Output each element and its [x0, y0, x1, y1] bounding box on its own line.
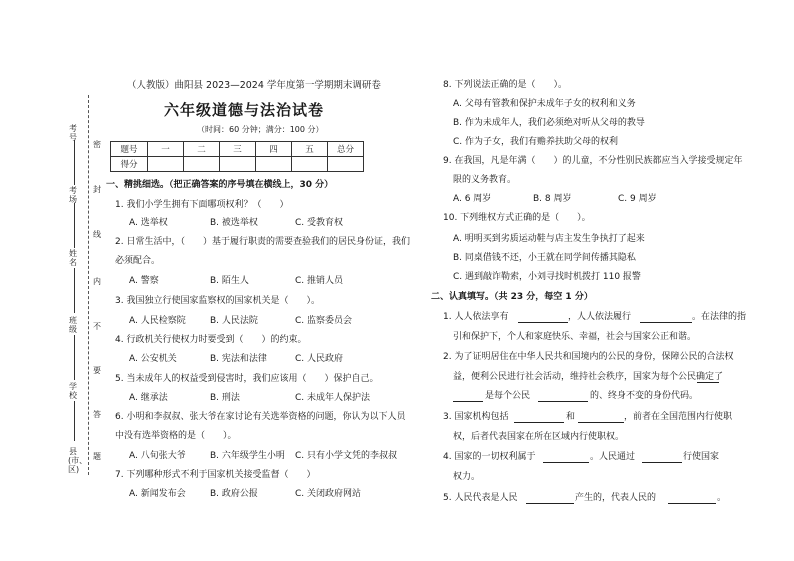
- option-b: B. 刑法: [210, 393, 240, 403]
- option-b: B. 宪法和法律: [210, 354, 267, 364]
- score-input-cell[interactable]: [256, 157, 292, 172]
- option-a: A. 6 周岁: [453, 194, 492, 204]
- question-4: 4. 行政机关行使权力时要受到（ ）的约束。: [115, 335, 307, 345]
- school-line: [74, 401, 75, 441]
- score-input-cell[interactable]: [220, 157, 256, 172]
- blank-line[interactable]: [642, 462, 682, 463]
- fill-5-mid: 产生的，代表人民的: [575, 493, 657, 503]
- option-c: C. 人民政府: [295, 354, 344, 364]
- question-5: 5. 当未成年人的权益受到侵害时，我们应该用（ ）保护自己。: [115, 374, 379, 384]
- option-c: C. 推销人员: [295, 276, 344, 286]
- score-cell: 三: [220, 142, 256, 157]
- seal-char: 内: [93, 277, 101, 286]
- field-label-name: 姓名: [69, 249, 77, 267]
- seal-char: 封: [93, 185, 101, 194]
- name-line: [74, 268, 75, 313]
- score-input-cell[interactable]: [328, 157, 364, 172]
- option-b: B. 人民法院: [210, 316, 258, 326]
- seal-char: 题: [93, 452, 101, 461]
- blank-line[interactable]: [640, 322, 692, 323]
- fill-2-cont: 益，便利公民进行社会活动，维持社会秩序，国家为每个公民确定了: [453, 372, 724, 382]
- option-c: C. 遇到敲诈勒索，小刘寻找时机拨打 110 报警: [453, 272, 641, 282]
- fill-1-mid: ，人人依法履行: [568, 312, 632, 322]
- fill-3-cont: 权，后者代表国家在所在区域内行使职权。: [453, 432, 625, 442]
- option-a: A. 选举权: [129, 218, 168, 228]
- option-c: C. 受教育权: [295, 218, 344, 228]
- blank-line[interactable]: [526, 503, 574, 504]
- question-9: 9. 在我国，凡是年满（ ）的儿童，不分性别民族都应当入学接受规定年: [443, 156, 743, 166]
- option-b: B. 六年级学生小明: [210, 451, 285, 461]
- blank-line[interactable]: [697, 382, 719, 383]
- blank-line[interactable]: [453, 401, 483, 402]
- score-cell: 四: [256, 142, 292, 157]
- exam-time-info: （时间：60 分钟；满分：100 分）: [197, 125, 324, 134]
- score-table-score-row: [111, 157, 364, 172]
- option-c: C. 只有小学文凭的李叔叔: [295, 451, 398, 461]
- option-c: C. 9 周岁: [618, 194, 657, 204]
- section-heading-1: 一、精挑细选。（把正确答案的序号填在横线上，30 分）: [106, 180, 334, 190]
- option-a: A. 八旬张大爷: [129, 451, 186, 461]
- field-label-class: 班级: [69, 316, 77, 334]
- score-table: [110, 141, 364, 172]
- field-label-county: 县(市、区): [68, 447, 88, 474]
- option-c: C. 监察委员会: [295, 316, 353, 326]
- fill-1-end: 。在法律的指: [692, 312, 747, 322]
- option-b: B. 陌生人: [210, 276, 249, 286]
- seal-char: 不: [93, 322, 101, 331]
- question-6-cont: 中没有选举资格的是（ ）。: [115, 431, 237, 441]
- question-10: 10. 下列维权方式正确的是（ ）。: [443, 213, 591, 223]
- option-b: B. 作为未成年人，我们必须绝对听从父母的教导: [453, 118, 645, 128]
- fill-3-and: 和: [566, 412, 576, 422]
- score-cell: 一: [148, 142, 184, 157]
- question-3: 3. 我国独立行使国家监察权的国家机关是（ ）。: [115, 296, 320, 306]
- fill-4: 4. 国家的一切权利属于: [443, 452, 536, 462]
- option-a: A. 明明买到劣质运动鞋与店主发生争执打了起来: [453, 234, 645, 244]
- fill-2: 2. 为了证明居住在中华人民共和国境内的公民的身份，保障公民的合法权: [443, 352, 734, 362]
- field-label-exam-room: 考场: [69, 186, 77, 204]
- score-cell: 总分: [328, 142, 364, 157]
- seal-char: 答: [93, 410, 101, 419]
- option-c: C. 作为子女，我们有赡养扶助父母的权利: [453, 137, 619, 147]
- section-heading-2: 二、认真填写。（共 23 分，每空 1 分）: [431, 292, 593, 302]
- fill-3: 3. 国家机构包括: [443, 412, 509, 422]
- score-input-cell[interactable]: [292, 157, 328, 172]
- question-2-cont: 必须配合。: [115, 256, 161, 266]
- field-label-school: 学校: [69, 382, 77, 400]
- blank-line[interactable]: [518, 322, 568, 323]
- question-9-cont: 限的义务教育。: [453, 175, 517, 185]
- option-a: A. 父母有管教和保护未成年子女的权利和义务: [453, 99, 636, 109]
- option-b: B. 政府公报: [210, 489, 258, 499]
- score-input-cell[interactable]: [148, 157, 184, 172]
- fill-2-cont2: 是每个公民: [485, 391, 531, 401]
- exam-room-line: [74, 203, 75, 248]
- exam-number-line: [74, 140, 75, 185]
- seal-dashed-line: [88, 95, 89, 475]
- fill-4-mid: 。人民通过: [590, 452, 636, 462]
- fill-4-end: 行使国家: [683, 452, 720, 462]
- score-cell: 二: [184, 142, 220, 157]
- fill-2-end: 的、终身不变的身份代码。: [590, 391, 699, 401]
- option-a: A. 人民检察院: [129, 316, 186, 326]
- option-a: A. 公安机关: [129, 354, 177, 364]
- option-b: B. 被选举权: [210, 218, 258, 228]
- fill-5-end: 。: [717, 493, 727, 503]
- question-7: 7. 下列哪种形式不利于国家机关接受监督（ ）: [115, 470, 316, 480]
- seal-char: 要: [93, 366, 101, 375]
- fill-4-cont: 权力。: [453, 472, 481, 482]
- score-table-header-row: [111, 142, 364, 157]
- fill-1-cont: 引和保护下，个人和家庭快乐、幸福，社会与国家公正和谐。: [453, 332, 697, 342]
- blank-line[interactable]: [668, 503, 716, 504]
- score-input-cell[interactable]: [184, 157, 220, 172]
- seal-char: 线: [93, 230, 101, 239]
- field-label-exam-number: 考号: [69, 124, 77, 142]
- class-line: [74, 335, 75, 380]
- question-2: 2. 日常生活中，（ ）基于履行职责的需要查验我们的居民身份证，我们: [115, 237, 410, 247]
- option-a: A. 警察: [129, 276, 159, 286]
- blank-line[interactable]: [578, 422, 624, 423]
- blank-line[interactable]: [538, 401, 588, 402]
- option-a: A. 新闻发布会: [129, 489, 186, 499]
- question-1: 1. 我们小学生拥有下面哪项权利？（ ）: [115, 200, 289, 210]
- option-c: C. 关闭政府网站: [295, 489, 362, 499]
- exam-title: 六年级道德与法治试卷: [164, 101, 325, 119]
- option-b: B. 8 周岁: [533, 194, 572, 204]
- question-8: 8. 下列说法正确的是（ ）。: [443, 80, 567, 90]
- blank-line[interactable]: [514, 422, 564, 423]
- fill-5: 5. 人民代表是人民: [443, 493, 518, 503]
- question-6: 6. 小明和李叔叔、张大爷在家讨论有关选举资格的问题，你认为以下人员: [115, 412, 406, 422]
- option-b: B. 同桌借钱不还，小王就在同学间传播其隐私: [453, 253, 636, 263]
- exam-subtitle: （人教版）曲阳县 2023—2024 学年度第一学期期末调研卷: [127, 80, 381, 91]
- blank-line[interactable]: [543, 462, 589, 463]
- score-cell: 题号: [111, 142, 148, 157]
- fill-3-end: ，前者在全国范围内行使职: [624, 412, 733, 422]
- fill-1: 1. 人人依法享有: [443, 312, 509, 322]
- score-cell: 得分: [111, 157, 148, 172]
- option-a: A. 继承法: [129, 393, 168, 403]
- seal-char: 密: [93, 140, 101, 149]
- score-cell: 五: [292, 142, 328, 157]
- option-c: C. 未成年人保护法: [295, 393, 371, 403]
